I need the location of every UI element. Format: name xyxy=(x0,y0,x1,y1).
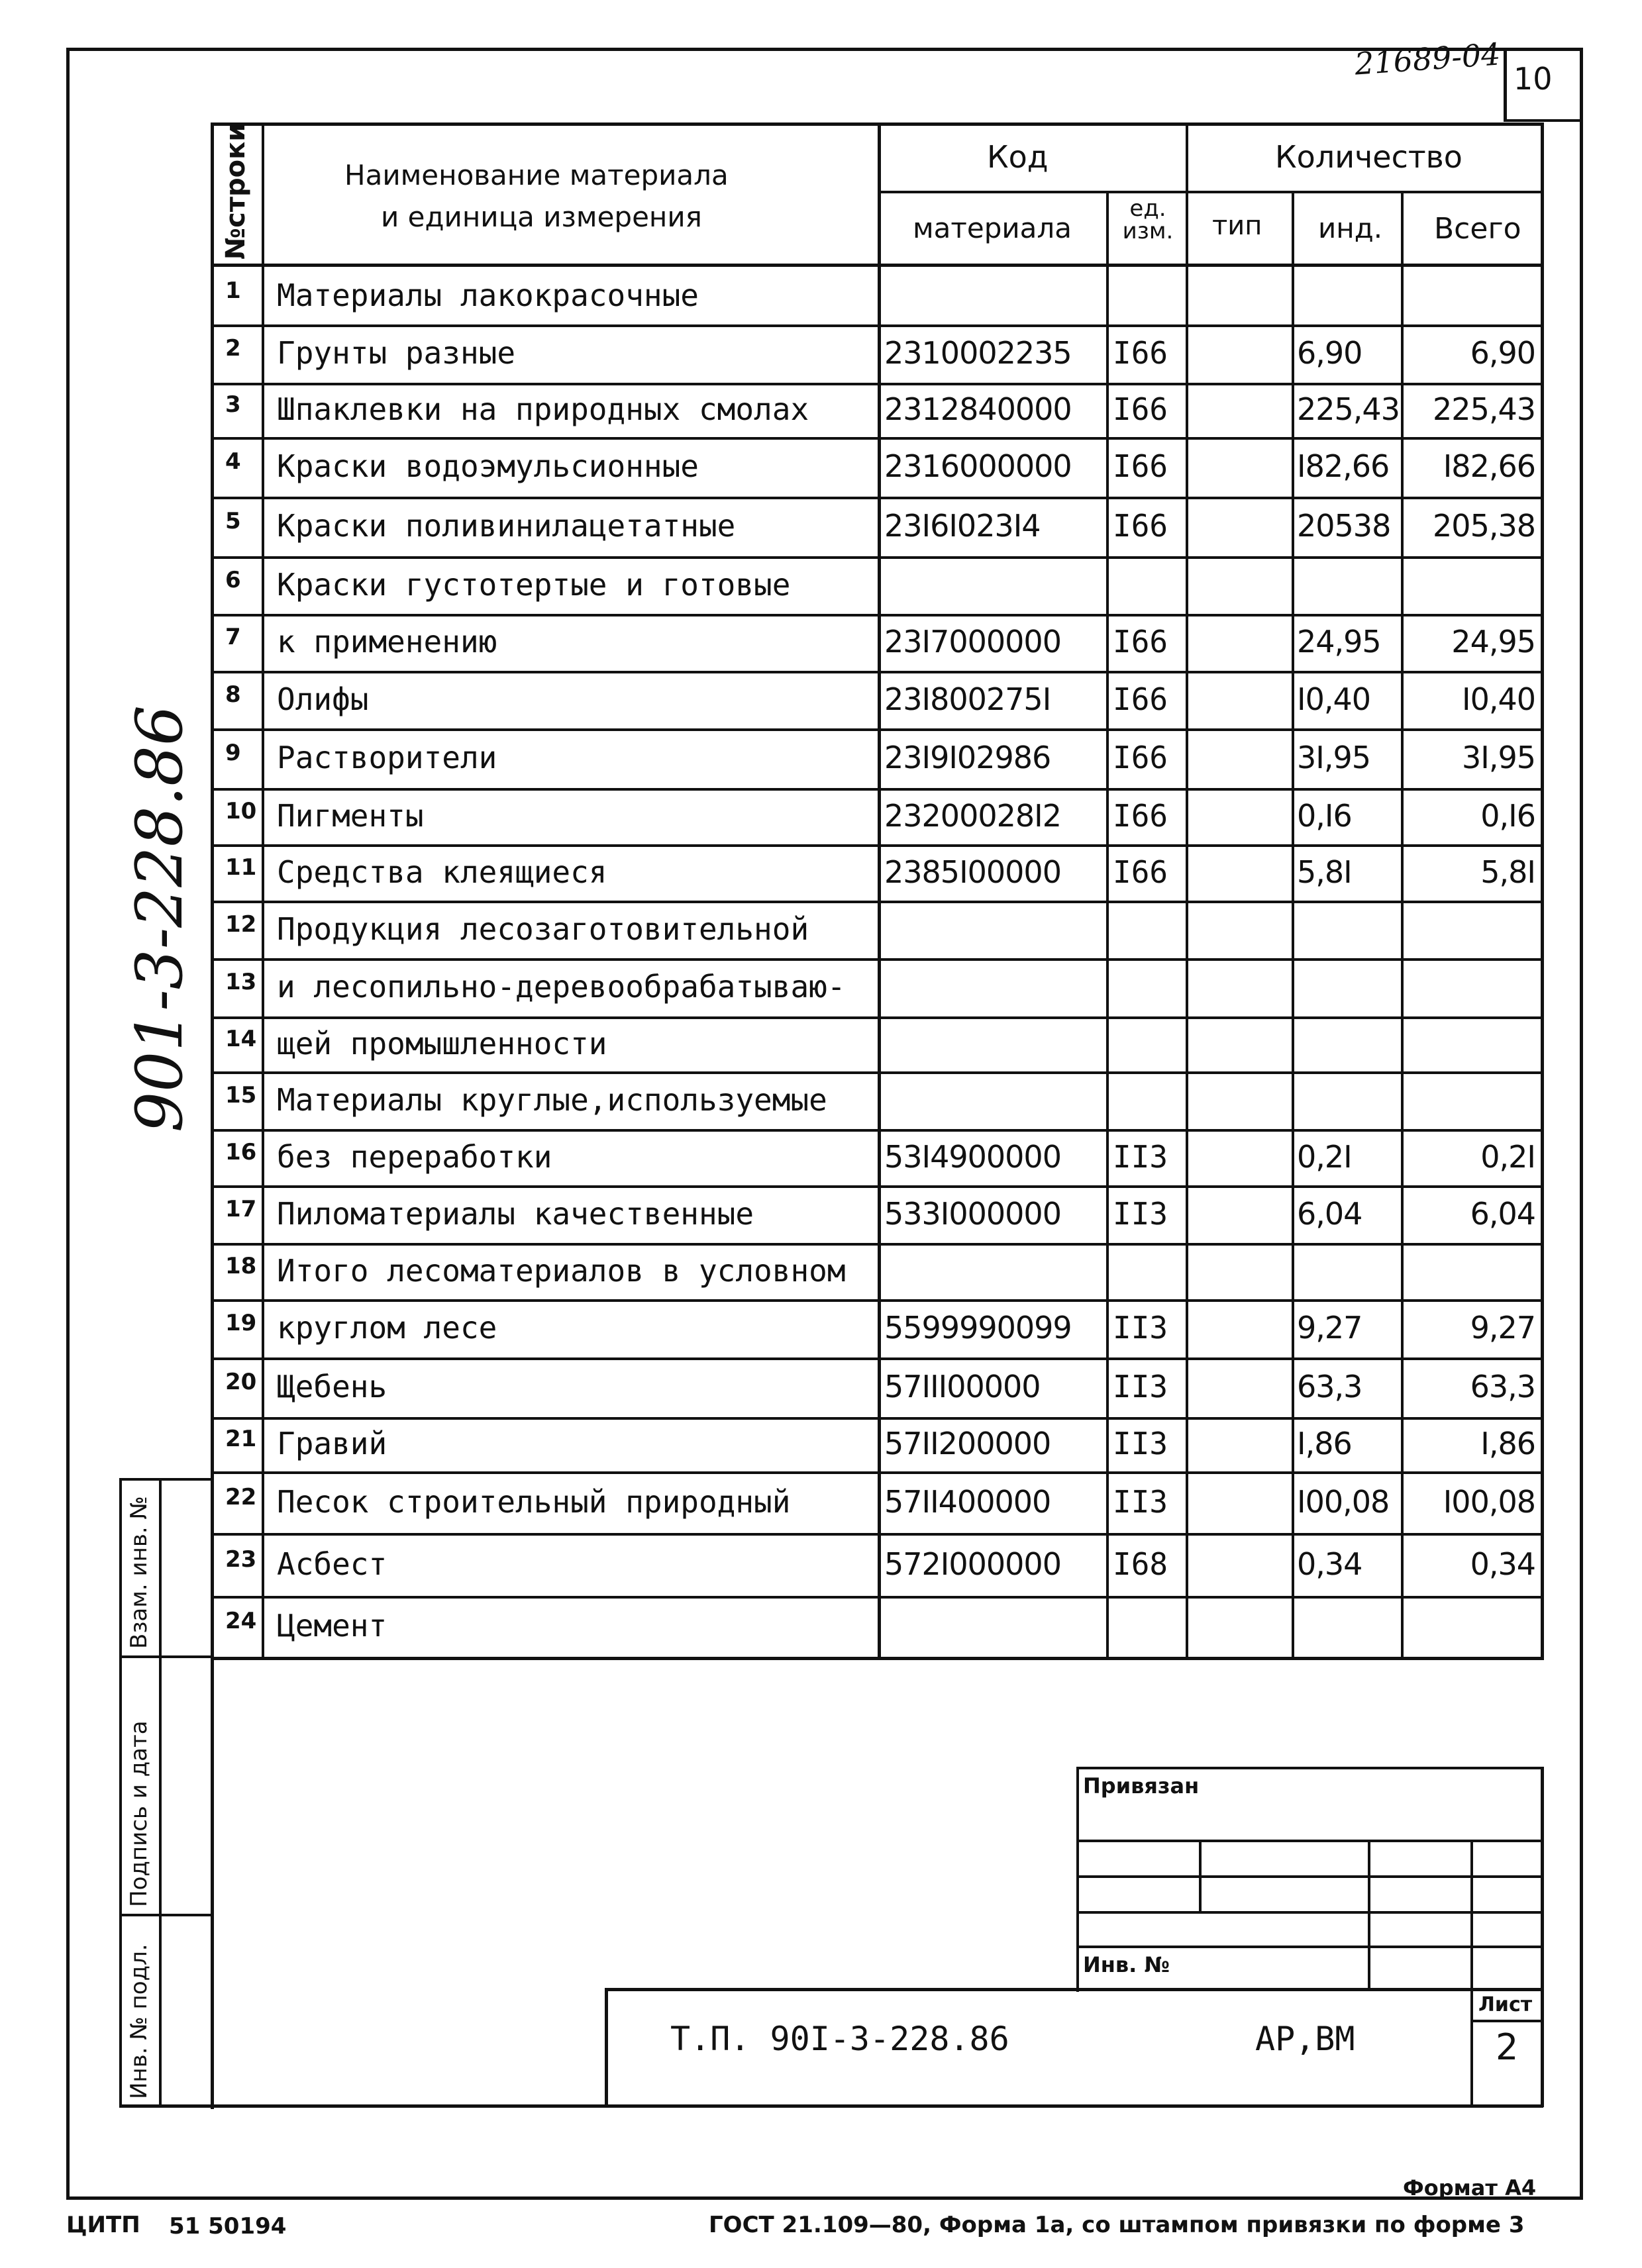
quantity-ind: 6,90 xyxy=(1297,335,1362,371)
format-label: Формат А4 xyxy=(1403,2175,1537,2200)
quantity-total: 3I,95 xyxy=(1462,740,1535,775)
list-value: 2 xyxy=(1496,2026,1519,2068)
material-code: 2316000000 xyxy=(884,448,1072,484)
material-name: и лесопильно-деревообрабатываю- xyxy=(277,969,846,1005)
row-line xyxy=(211,1471,1543,1474)
header-bottom-line xyxy=(211,264,1543,267)
material-code: 23I9I02986 xyxy=(884,740,1051,775)
list-box-left xyxy=(1470,1988,1473,2107)
material-code: 2385I00000 xyxy=(884,854,1061,890)
privyazan-left xyxy=(1076,1767,1079,1992)
title-block-right xyxy=(1541,1767,1544,2107)
quantity-total: 9,27 xyxy=(1470,1310,1535,1346)
quantity-ind: 9,27 xyxy=(1297,1310,1362,1346)
privyazan-line3 xyxy=(1076,1911,1543,1914)
row-line xyxy=(211,844,1543,847)
side-stamp-vzam: Взам. инв. № xyxy=(126,1496,152,1649)
row-number: 3 xyxy=(225,391,241,418)
material-name: Материалы круглые,используемые xyxy=(277,1081,827,1118)
material-name: Гравий xyxy=(277,1426,387,1461)
header-total: Всего xyxy=(1434,212,1521,246)
row-number: 19 xyxy=(225,1310,257,1336)
header-split-line xyxy=(878,191,1543,193)
unit-code: I66 xyxy=(1113,681,1168,717)
material-name: без переработки xyxy=(277,1138,552,1175)
privyazan-vline3 xyxy=(1470,1840,1473,1991)
unit-code: I68 xyxy=(1113,1546,1168,1582)
material-code: 572I000000 xyxy=(884,1546,1061,1582)
privyazan-line2 xyxy=(1076,1875,1543,1878)
material-name: к применению xyxy=(277,624,497,660)
material-code: 5599990099 xyxy=(884,1310,1072,1346)
row-line xyxy=(211,901,1543,903)
side-stamp-podpis: Подпись и дата xyxy=(126,1720,152,1907)
row-line xyxy=(211,383,1543,385)
row-number: 10 xyxy=(225,797,257,824)
frame-left xyxy=(66,48,70,2200)
header-name-line1: Наименование материала xyxy=(344,159,729,191)
table-left xyxy=(211,123,214,2109)
material-code: 23I7000000 xyxy=(884,624,1061,660)
row-number: 2 xyxy=(225,335,241,362)
row-line xyxy=(211,1417,1543,1420)
inv-no-label: Инв. № xyxy=(1083,1952,1170,1977)
footer-left: ЦИТП xyxy=(66,2212,140,2238)
quantity-ind: I0,40 xyxy=(1297,681,1370,717)
row-line xyxy=(211,556,1543,559)
quantity-total: 5,8I xyxy=(1480,854,1535,890)
material-name: Олифы xyxy=(277,681,369,717)
material-code: 533I000000 xyxy=(884,1195,1061,1232)
quantity-total: 6,04 xyxy=(1470,1195,1535,1232)
header-quantity: Количество xyxy=(1275,139,1462,175)
row-number: 5 xyxy=(225,508,241,534)
row-line xyxy=(211,614,1543,616)
row-number: 15 xyxy=(225,1081,257,1109)
unit-code: I66 xyxy=(1113,624,1168,660)
page-box-left xyxy=(1504,48,1507,121)
quantity-ind: 20538 xyxy=(1297,508,1391,544)
header-material: материала xyxy=(913,212,1072,244)
material-code: 57II400000 xyxy=(884,1483,1051,1520)
list-box-split xyxy=(1470,2020,1543,2022)
quantity-ind: 225,43 xyxy=(1297,391,1400,427)
material-name: Шпаклевки на природных смолах xyxy=(277,391,809,427)
quantity-ind: 0,2I xyxy=(1297,1138,1352,1175)
unit-code: II3 xyxy=(1113,1310,1168,1346)
side-stamp-inner-left xyxy=(159,1478,162,2107)
material-name: Краски густотертые и готовые xyxy=(277,566,791,603)
row-number: 18 xyxy=(225,1252,257,1279)
col-line-no xyxy=(262,123,264,1660)
side-stamp-bottom xyxy=(119,2104,212,2108)
material-code: 53I4900000 xyxy=(884,1138,1061,1175)
quantity-ind: 5,8I xyxy=(1297,854,1352,890)
quantity-total: 225,43 xyxy=(1433,391,1535,427)
unit-code: II3 xyxy=(1113,1138,1168,1175)
privyazan-line4 xyxy=(1076,1946,1543,1948)
footer-left-number: 51 50194 xyxy=(169,2213,287,2240)
row-number: 24 xyxy=(225,1608,257,1634)
side-stamp-outer-left xyxy=(119,1478,122,2107)
unit-code: II3 xyxy=(1113,1426,1168,1461)
unit-code: I66 xyxy=(1113,508,1168,544)
row-number: 6 xyxy=(225,566,241,593)
row-number: 22 xyxy=(225,1483,257,1510)
quantity-total: I00,08 xyxy=(1443,1483,1535,1520)
side-stamp-inv-podl: Инв. № подл. xyxy=(126,1944,152,2099)
col-line-name xyxy=(878,123,881,1660)
row-line xyxy=(211,437,1543,440)
unit-code: I66 xyxy=(1113,335,1168,371)
quantity-ind: 63,3 xyxy=(1297,1369,1362,1405)
material-name: круглом лесе xyxy=(277,1310,497,1346)
row-number: 16 xyxy=(225,1138,257,1165)
material-name: Асбест xyxy=(277,1546,387,1582)
unit-code: I66 xyxy=(1113,740,1168,775)
list-label: Лист xyxy=(1478,1993,1533,2016)
quantity-total: I82,66 xyxy=(1443,448,1535,484)
header-ind: инд. xyxy=(1318,212,1383,244)
row-number: 9 xyxy=(225,740,241,766)
material-name: Материалы лакокрасочные xyxy=(277,277,699,313)
unit-code: I66 xyxy=(1113,797,1168,834)
quantity-total: I,86 xyxy=(1480,1426,1535,1461)
row-number: 23 xyxy=(225,1546,257,1573)
material-code: 23200028I2 xyxy=(884,797,1061,834)
row-number: 20 xyxy=(225,1369,257,1395)
row-number: 13 xyxy=(225,969,257,995)
privyazan-vline2 xyxy=(1368,1840,1370,1991)
row-line xyxy=(211,1533,1543,1536)
unit-code: I66 xyxy=(1113,391,1168,427)
quantity-ind: 0,34 xyxy=(1297,1546,1362,1582)
quantity-total: 205,38 xyxy=(1433,508,1535,544)
row-number: 8 xyxy=(225,681,241,708)
col-line-unit xyxy=(1186,123,1188,1660)
row-number: 1 xyxy=(225,277,241,304)
handwritten-doc-number: 21689-04 xyxy=(1353,36,1502,82)
side-stamp-split1 xyxy=(119,1655,212,1658)
quantity-ind: I82,66 xyxy=(1297,448,1390,484)
side-stamp-top xyxy=(119,1478,212,1481)
material-name: Растворители xyxy=(277,740,497,775)
stamp-section: АР,ВМ xyxy=(1255,2020,1355,2058)
material-name: Средства клеящиеся xyxy=(277,854,607,890)
material-name: Краски водоэмульсионные xyxy=(277,448,699,484)
footer-gost: ГОСТ 21.109—80, Форма 1а, со штампом привязки по форме 3 xyxy=(709,2212,1525,2238)
title-block-left xyxy=(605,1988,608,2107)
unit-code: II3 xyxy=(1113,1483,1168,1520)
quantity-total: 0,2I xyxy=(1480,1138,1535,1175)
quantity-ind: 6,04 xyxy=(1297,1195,1362,1232)
quantity-ind: 24,95 xyxy=(1297,624,1381,660)
material-name: Краски поливинилацетатные xyxy=(277,508,736,544)
row-number: 12 xyxy=(225,911,257,938)
privyazan-vline1 xyxy=(1199,1840,1202,1914)
side-stamp-split2 xyxy=(119,1914,212,1916)
quantity-ind: 3I,95 xyxy=(1297,740,1370,775)
material-code: 57II200000 xyxy=(884,1426,1051,1461)
row-line xyxy=(211,1129,1543,1132)
row-number: 17 xyxy=(225,1195,257,1222)
side-handwritten-number: 901-3-228.86 xyxy=(123,705,197,1132)
row-line xyxy=(211,1299,1543,1302)
material-name: Пиломатериалы качественные xyxy=(277,1195,754,1232)
row-line xyxy=(211,1071,1543,1074)
privyazan-label: Привязан xyxy=(1083,1773,1200,1799)
material-name: Песок строительный природный xyxy=(277,1483,791,1520)
row-line xyxy=(211,1016,1543,1019)
unit-code: II3 xyxy=(1113,1369,1168,1405)
table-bottom xyxy=(211,1657,1543,1660)
stamp-title: Т.П. 90I-3-228.86 xyxy=(670,2020,1009,2058)
col-line-code xyxy=(1106,192,1109,1660)
row-line xyxy=(211,497,1543,499)
row-line xyxy=(211,1596,1543,1599)
privyazan-top xyxy=(1076,1767,1543,1769)
material-name: Пигменты xyxy=(277,797,424,834)
material-name: Щебень xyxy=(277,1369,387,1405)
material-name: Итого лесоматериалов в условном xyxy=(277,1252,846,1289)
quantity-total: I0,40 xyxy=(1462,681,1535,717)
row-line xyxy=(211,324,1543,327)
quantity-total: 24,95 xyxy=(1451,624,1535,660)
frame-right xyxy=(1580,48,1583,2200)
row-line xyxy=(211,788,1543,791)
row-number: 4 xyxy=(225,448,241,475)
material-code: 2310002235 xyxy=(884,335,1072,371)
quantity-total: 0,I6 xyxy=(1480,797,1535,834)
quantity-total: 0,34 xyxy=(1470,1546,1535,1582)
row-number: 21 xyxy=(225,1426,257,1452)
material-code: 2312840000 xyxy=(884,391,1072,427)
row-line xyxy=(211,1243,1543,1246)
row-line xyxy=(211,728,1543,731)
header-type: тип xyxy=(1212,211,1262,241)
material-name: Цемент xyxy=(277,1608,387,1644)
row-line xyxy=(211,1185,1543,1188)
header-code: Код xyxy=(987,139,1049,175)
material-code: 23I800275I xyxy=(884,681,1051,717)
header-name-line2: и единица измерения xyxy=(381,201,702,233)
title-block-top xyxy=(605,1988,1543,1991)
material-name: щей промышленности xyxy=(277,1025,607,1061)
header-unit: ед. изм. xyxy=(1122,195,1174,244)
title-block-bottom xyxy=(211,2104,1543,2108)
quantity-total: 63,3 xyxy=(1470,1369,1535,1405)
quantity-total: 6,90 xyxy=(1470,335,1535,371)
material-name: Грунты разные xyxy=(277,335,516,371)
page-number: 10 xyxy=(1514,61,1553,97)
frame-bottom xyxy=(66,2196,1583,2200)
material-code: 23I6I023I4 xyxy=(884,508,1041,544)
unit-code: I66 xyxy=(1113,448,1168,484)
row-line xyxy=(211,1357,1543,1360)
row-number: 7 xyxy=(225,624,241,650)
table-right xyxy=(1541,123,1544,1660)
unit-code: I66 xyxy=(1113,854,1168,890)
row-number: 11 xyxy=(225,854,257,881)
col-line-type xyxy=(1292,192,1294,1660)
row-line xyxy=(211,958,1543,961)
quantity-ind: I00,08 xyxy=(1297,1483,1390,1520)
privyazan-line1 xyxy=(1076,1840,1543,1842)
quantity-ind: 0,I6 xyxy=(1297,797,1352,834)
row-line xyxy=(211,671,1543,673)
material-code: 57III00000 xyxy=(884,1369,1041,1405)
quantity-ind: I,86 xyxy=(1297,1426,1352,1461)
row-number: 14 xyxy=(225,1025,257,1052)
table-top xyxy=(211,123,1543,126)
unit-code: II3 xyxy=(1113,1195,1168,1232)
page-box-bottom xyxy=(1504,119,1583,122)
header-row-number: №строки xyxy=(221,123,251,260)
material-name: Продукция лесозаготовительной xyxy=(277,911,809,947)
